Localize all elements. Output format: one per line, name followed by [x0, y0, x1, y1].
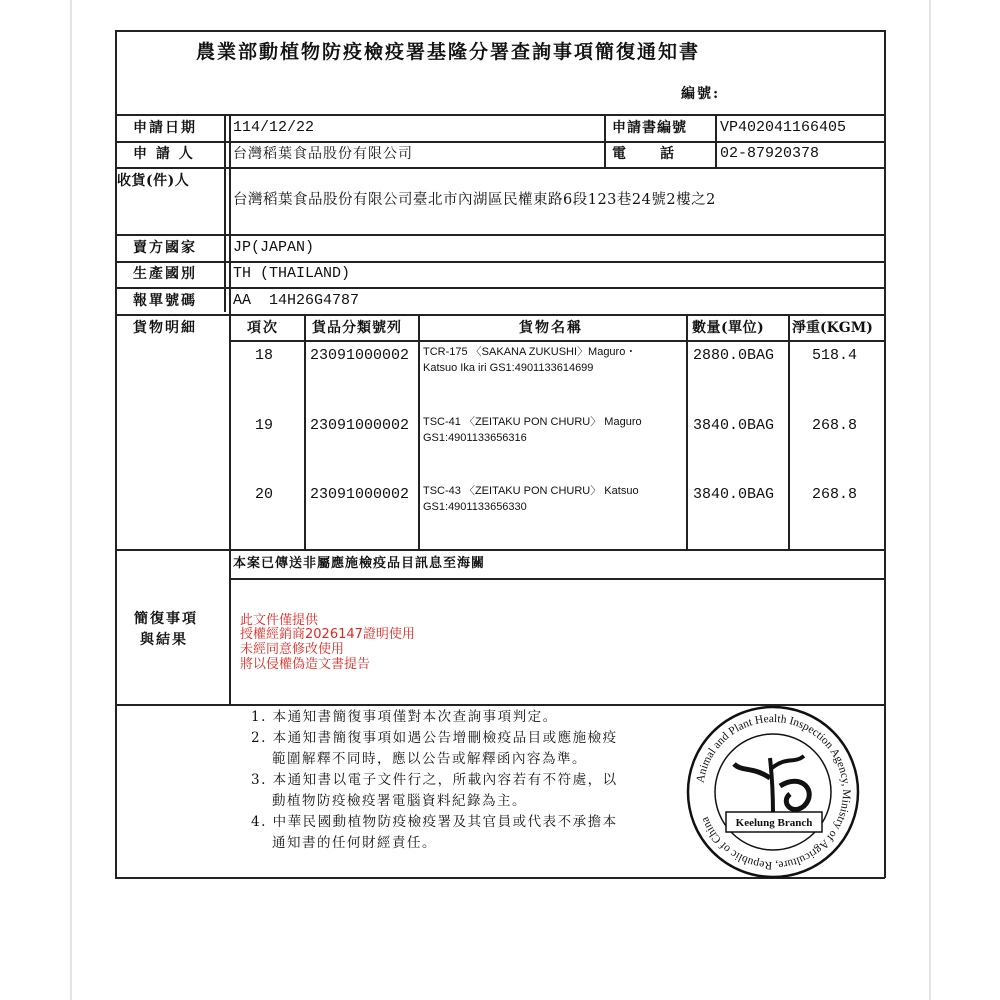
- table-row-qty: 3840.0BAG: [693, 486, 775, 503]
- rule: [788, 314, 790, 550]
- form-number-value: VP402041166405: [720, 119, 847, 136]
- consignee-value: 台灣稻葉食品股份有限公司臺北市內湖區民權東路6段123巷24號2樓之2: [233, 192, 716, 208]
- rule: [229, 114, 231, 704]
- phone-value: 02-87920378: [720, 145, 820, 162]
- rule: [115, 314, 885, 316]
- official-seal: [682, 706, 864, 878]
- table-row-code: 23091000002: [310, 417, 410, 434]
- scan-edge-left: [70, 0, 72, 1000]
- rule: [115, 234, 885, 236]
- table-row-weight: 268.8: [812, 417, 858, 434]
- origin-label: 生產國別: [133, 266, 197, 282]
- note-line: 1. 本通知書簡復事項僅對本次查詢事項判定。: [251, 709, 558, 725]
- rule: [115, 261, 885, 263]
- table-row-name-line1: TSC-41 〈ZEITAKU PON CHURU〉 Maguro: [423, 416, 642, 428]
- sprout-icon: [734, 756, 809, 814]
- rule: [115, 549, 885, 551]
- col-header-qty: 數量(單位): [692, 320, 765, 336]
- table-row-name-line1: TCR-175 〈SAKANA ZUKUSHI〉Maguro・: [423, 346, 637, 358]
- table-row-item: 18: [255, 347, 274, 364]
- document-number-label: 編號:: [681, 86, 721, 102]
- rule: [229, 578, 885, 580]
- watermark-line: 授權經銷商2026147證明使用: [240, 627, 415, 642]
- rule: [224, 114, 226, 312]
- rule: [418, 314, 420, 550]
- declaration-label: 報單號碼: [133, 293, 197, 309]
- table-row-code: 23091000002: [310, 347, 410, 364]
- col-header-code: 貨品分類號列: [312, 320, 402, 336]
- table-row-name-line2: GS1:4901133656330: [423, 501, 527, 513]
- scan-edge-right: [929, 0, 931, 1000]
- note-line: 通知書的任何財經責任。: [272, 835, 437, 851]
- rule: [115, 167, 885, 169]
- rule: [115, 287, 885, 289]
- rule: [686, 314, 688, 550]
- reply-label-line1: 簡復事項: [134, 611, 198, 627]
- page-left-border: [115, 30, 117, 878]
- declaration-value: AA 14H26G4787: [233, 292, 360, 309]
- document-title: 農業部動植物防疫檢疫署基隆分署查詢事項簡復通知書: [196, 41, 701, 63]
- seller-country-label: 賣方國家: [133, 240, 197, 256]
- table-row-qty: 2880.0BAG: [693, 347, 775, 364]
- table-row-name-line1: TSC-43 〈ZEITAKU PON CHURU〉 Katsuo: [423, 485, 639, 497]
- note-line: 3. 本通知書以電子文件行之，所載內容若有不符處，以: [251, 772, 618, 788]
- note-line: 範圍解釋不同時，應以公告或解釋函內容為準。: [272, 751, 587, 767]
- table-row-name-line2: Katsuo Ika iri GS1:4901133614699: [423, 362, 594, 374]
- customs-notice: 本案已傳送非屬應施檢疫品目訊息至海關: [233, 556, 486, 571]
- table-row-name-line2: GS1:4901133656316: [423, 432, 527, 444]
- watermark-line: 此文件僅提供: [240, 613, 319, 628]
- table-row-weight: 268.8: [812, 486, 858, 503]
- table-row-item: 19: [255, 417, 274, 434]
- applicant-label: 申 請 人: [133, 146, 195, 162]
- consignee-label: 收貨(件)人: [117, 173, 190, 189]
- seller-country-value: JP(JAPAN): [233, 239, 315, 256]
- table-row-weight: 518.4: [812, 347, 858, 364]
- table-row-qty: 3840.0BAG: [693, 417, 775, 434]
- watermark-line: 未經同意修改使用: [240, 642, 345, 657]
- note-line: 動植物防疫檢疫署電腦資料紀錄為主。: [272, 793, 527, 809]
- table-row-code: 23091000002: [310, 486, 410, 503]
- apply-date-label: 申請日期: [133, 120, 197, 136]
- apply-date-value: 114/12/22: [233, 119, 315, 136]
- reply-label-line2: 與結果: [140, 632, 188, 648]
- phone-label: 電 話: [612, 146, 676, 162]
- table-row-item: 20: [255, 486, 274, 503]
- seal-branch-text: Keelung Branch: [735, 817, 813, 829]
- seal-ring-text: Animal and Plant Health Inspection Agency, Ministry of Agriculture, Republic of China: [694, 712, 853, 872]
- rule: [304, 314, 306, 550]
- rule: [715, 114, 717, 167]
- page-right-border: [884, 30, 886, 878]
- note-line: 2. 本通知書簡復事項如遇公告增刪檢疫品目或應施檢疫: [251, 730, 618, 746]
- rule: [115, 30, 885, 32]
- rule: [604, 114, 606, 167]
- goods-label: 貨物明細: [133, 320, 197, 336]
- origin-value: TH (THAILAND): [233, 265, 351, 282]
- col-header-item: 項次: [247, 320, 279, 336]
- applicant-value: 台灣稻葉食品股份有限公司: [233, 146, 413, 162]
- form-number-label: 申請書編號: [612, 120, 687, 136]
- rule: [115, 141, 885, 143]
- note-line: 4. 中華民國動植物防疫檢疫署及其官員或代表不承擔本: [251, 814, 618, 830]
- col-header-weight: 淨重(KGM): [792, 320, 873, 336]
- col-header-name: 貨物名稱: [519, 320, 583, 336]
- rule: [229, 340, 885, 342]
- watermark-line: 將以侵權偽造文書提告: [240, 657, 371, 672]
- rule: [115, 114, 885, 116]
